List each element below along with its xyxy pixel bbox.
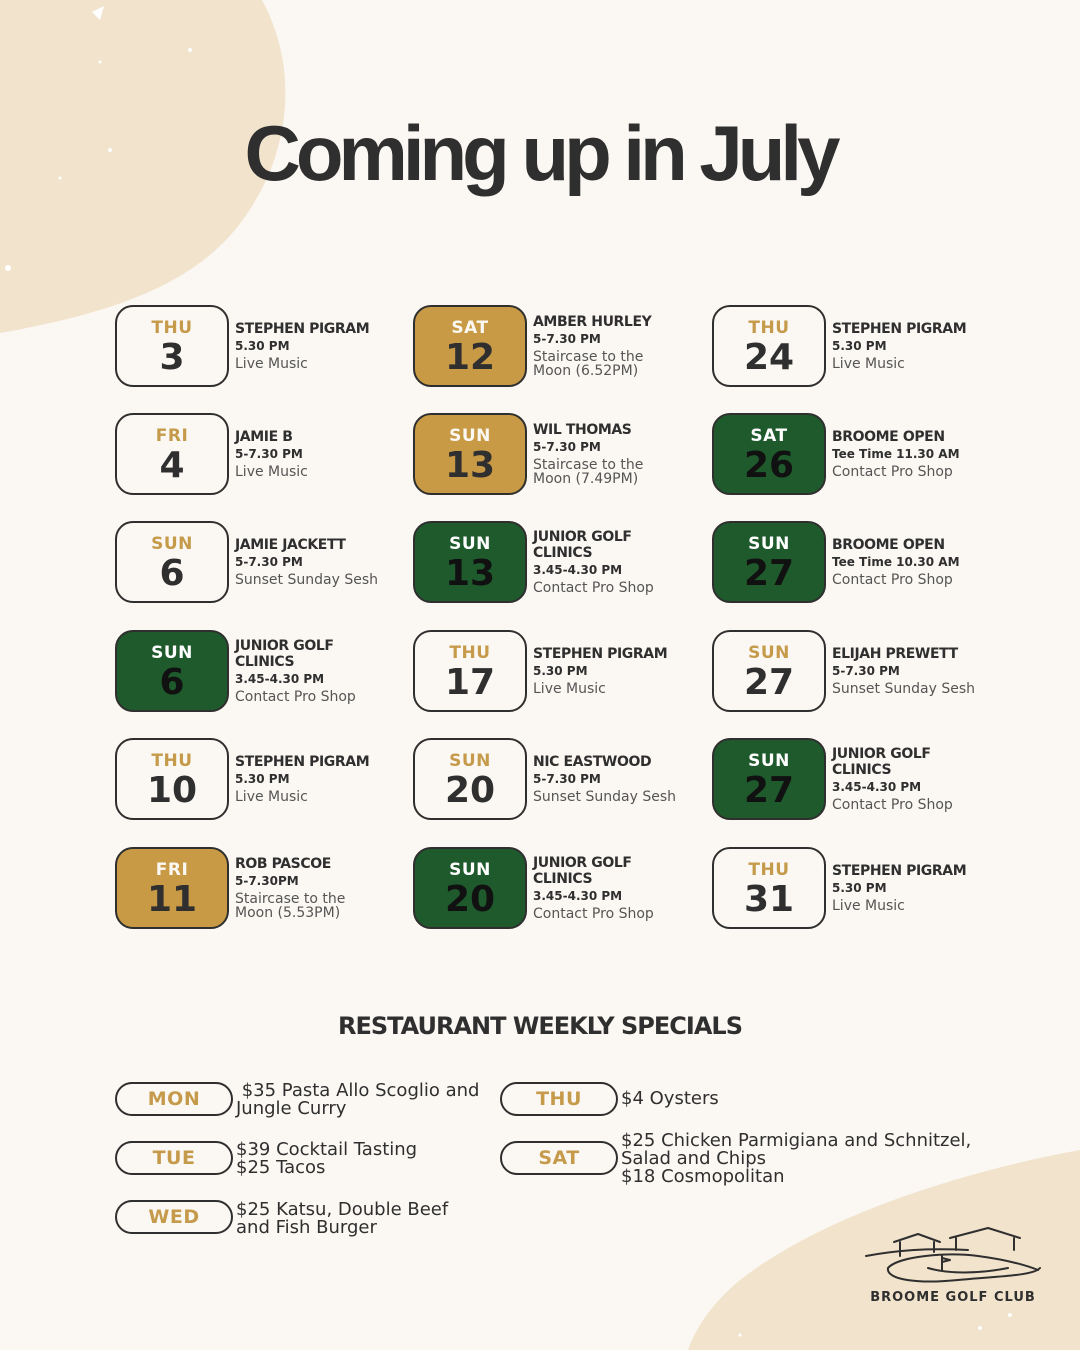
event-time: 3.45-4.30 PM [832,780,922,795]
event-day-number: 11 [146,879,198,920]
event-weekday: SUN [449,860,491,880]
event-info [533,630,683,712]
date-badge [712,305,826,387]
event-day-number: 3 [159,337,185,378]
event-title: JUNIOR GOLF CLINICS [533,529,632,562]
event-time: 5.30 PM [235,772,290,787]
event-title: ROB PASCOE [235,856,331,873]
event-title: JAMIE B [235,429,293,446]
event-day-number: 10 [146,770,198,811]
date-badge [413,738,527,820]
date-badge [413,521,527,603]
event-time: 5-7.30 PM [235,555,303,570]
special-day-pill: WED [115,1200,233,1234]
event-item [712,847,982,931]
event-time: 5-7.30PM [235,874,299,889]
event-title: JAMIE JACKETT [235,537,346,554]
special-text: $39 Cocktail Tasting $25 Tacos [236,1139,418,1178]
event-description: Live Music [832,897,905,914]
special-day-pill: SAT [500,1141,618,1175]
event-time: 3.45-4.30 PM [533,889,623,904]
event-weekday: SUN [449,426,491,446]
event-time: 5.30 PM [235,339,290,354]
event-item [712,521,982,605]
event-item [413,738,683,822]
event-title: STEPHEN PIGRAM [235,321,370,338]
event-info [832,413,982,495]
special-text: $35 Pasta Allo Scoglio and Jungle Curry [236,1080,480,1119]
event-description: Staircase to the Moon (6.52PM) [533,348,644,379]
event-info [832,630,982,712]
event-title: BROOME OPEN [832,429,945,446]
event-time: 5.30 PM [533,664,588,679]
event-info [832,305,982,387]
event-weekday: THU [151,751,193,771]
event-info [533,521,683,603]
event-day-number: 6 [159,553,185,594]
event-info [235,413,385,495]
event-description: Contact Pro Shop [832,571,953,588]
event-time: 3.45-4.30 PM [533,563,623,578]
event-weekday: SUN [151,643,193,663]
event-info [832,847,982,929]
event-info [533,413,683,495]
date-badge [712,738,826,820]
event-time: 5-7.30 PM [533,332,601,347]
date-badge [712,413,826,495]
event-day-number: 12 [444,337,496,378]
event-weekday: SUN [748,751,790,771]
event-info [235,521,385,603]
date-badge [413,305,527,387]
event-description: Staircase to the Moon (5.53PM) [235,890,346,921]
event-day-number: 17 [444,662,496,703]
event-title: STEPHEN PIGRAM [235,754,370,771]
event-time: 5-7.30 PM [533,440,601,455]
date-badge [115,847,229,929]
event-time: 5.30 PM [832,881,887,896]
event-title: JUNIOR GOLF CLINICS [533,855,632,888]
event-day-number: 20 [444,770,496,811]
event-day-number: 24 [743,337,795,378]
event-title: STEPHEN PIGRAM [533,646,668,663]
special-day-pill: THU [500,1082,618,1116]
specials-title: RESTAURANT WEEKLY SPECIALS [338,1012,742,1040]
event-time: 5-7.30 PM [235,447,303,462]
event-day-number: 6 [159,662,185,703]
event-day-number: 27 [743,553,795,594]
event-item [413,630,683,714]
event-description: Live Music [235,788,308,805]
event-item [115,521,385,605]
event-description: Live Music [533,680,606,697]
special-day-pill: TUE [115,1141,233,1175]
date-badge [115,413,229,495]
event-info [235,847,385,929]
event-weekday: SUN [151,534,193,554]
date-badge [413,847,527,929]
event-info [533,305,683,387]
event-weekday: SAT [750,426,788,446]
event-title: BROOME OPEN [832,537,945,554]
event-weekday: SAT [451,318,489,338]
event-item [712,305,982,389]
event-day-number: 20 [444,879,496,920]
event-title: STEPHEN PIGRAM [832,321,967,338]
event-info [235,630,385,712]
event-day-number: 26 [743,445,795,486]
special-text: $4 Oysters [621,1088,719,1109]
date-badge [115,738,229,820]
event-info [533,847,683,929]
event-title: WIL THOMAS [533,422,632,439]
date-badge [115,305,229,387]
event-item [115,630,385,714]
event-description: Contact Pro Shop [533,905,654,922]
date-badge [413,413,527,495]
event-info [832,738,982,820]
date-badge [712,847,826,929]
event-description: Live Music [235,355,308,372]
event-info [533,738,683,820]
event-item [115,305,385,389]
event-description: Contact Pro Shop [832,463,953,480]
event-weekday: FRI [155,426,189,446]
special-text: $25 Katsu, Double Beef and Fish Burger [236,1199,449,1238]
club-logo [858,1222,1048,1312]
special-day-pill: MON [115,1082,233,1116]
event-title: ELIJAH PREWETT [832,646,958,663]
event-weekday: SUN [449,534,491,554]
event-day-number: 27 [743,770,795,811]
event-weekday: THU [748,860,790,880]
date-badge [712,521,826,603]
event-item [413,305,683,389]
event-info [832,521,982,603]
event-description: Contact Pro Shop [832,796,953,813]
event-time: Tee Time 10.30 AM [832,555,960,570]
event-weekday: THU [449,643,491,663]
clubhouse-icon [858,1222,1048,1288]
event-description: Contact Pro Shop [235,688,356,705]
event-day-number: 13 [444,445,496,486]
event-time: 5.30 PM [832,339,887,354]
event-item [712,630,982,714]
special-text: $25 Chicken Parmigiana and Schnitzel, Salad and Chips $18 Cosmopolitan [621,1130,972,1187]
date-badge [115,521,229,603]
event-day-number: 4 [159,445,185,486]
event-weekday: FRI [155,860,189,880]
event-item [413,521,683,605]
event-description: Live Music [235,463,308,480]
event-description: Contact Pro Shop [533,579,654,596]
event-weekday: SUN [748,534,790,554]
date-badge [712,630,826,712]
event-description: Sunset Sunday Sesh [533,788,676,805]
event-item [115,847,385,931]
event-info [235,305,385,387]
event-item [115,413,385,497]
event-item [115,738,385,822]
date-badge [413,630,527,712]
page-title: Coming up in July [244,109,836,197]
event-description: Sunset Sunday Sesh [235,571,378,588]
event-item [413,847,683,931]
event-title: NIC EASTWOOD [533,754,652,771]
event-item [413,413,683,497]
event-weekday: THU [151,318,193,338]
event-time: 5-7.30 PM [832,664,900,679]
event-weekday: SUN [449,751,491,771]
event-description: Sunset Sunday Sesh [832,680,975,697]
event-day-number: 13 [444,553,496,594]
club-name: BROOME GOLF CLUB [870,1290,1036,1305]
event-description: Staircase to the Moon (7.49PM) [533,456,644,487]
event-title: AMBER HURLEY [533,314,652,331]
event-time: Tee Time 11.30 AM [832,447,960,462]
event-day-number: 27 [743,662,795,703]
event-time: 5-7.30 PM [533,772,601,787]
event-day-number: 31 [743,879,795,920]
event-weekday: SUN [748,643,790,663]
event-title: JUNIOR GOLF CLINICS [832,746,931,779]
event-info [235,738,385,820]
date-badge [115,630,229,712]
event-item [712,413,982,497]
event-time: 3.45-4.30 PM [235,672,325,687]
event-description: Live Music [832,355,905,372]
event-title: STEPHEN PIGRAM [832,863,967,880]
event-title: JUNIOR GOLF CLINICS [235,638,334,671]
event-weekday: THU [748,318,790,338]
event-item [712,738,982,822]
